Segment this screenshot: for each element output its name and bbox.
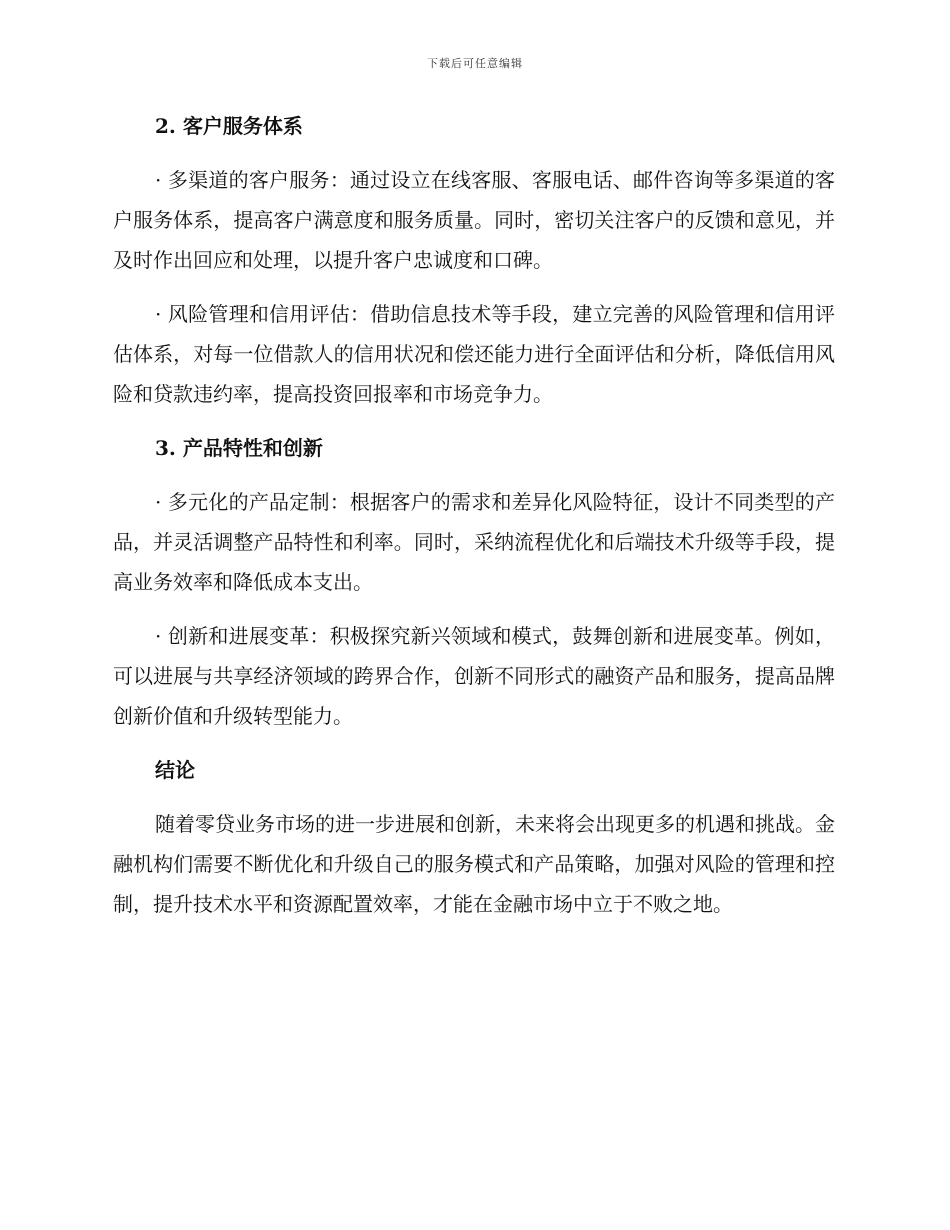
paragraph-conclusion: 随着零贷业务市场的进一步进展和创新，未来将会出现更多的机遇和挑战。金融机构们需要不断优化和升级自己的服务模式和产品策略，加强对风险的管理和控制，提升技术水平和资源配置效率，才能在金融市场中立于不败之地。 (113, 812, 835, 916)
section-heading-product-innovation: 3. 产品特性和创新 (155, 436, 323, 460)
paragraph-risk-management: · 风险管理和信用评估：借助信息技术等手段，建立完善的风险管理和信用评估体系，对每一位借款人的信用状况和偿还能力进行全面评估和分析，降低信用风险和贷款违约率，提高投资回报率和市场竞争力。 (113, 302, 835, 406)
paragraph-multichannel-service: · 多渠道的客户服务：通过设立在线客服、客服电话、邮件咨询等多渠道的客户服务体系，提高客户满意度和服务质量。同时，密切关注客户的反馈和意见，并及时作出回应和处理，以提升客户忠诚度和口碑。 (113, 168, 835, 272)
section-heading-conclusion: 结论 (155, 758, 195, 782)
document-body (113, 106, 835, 938)
section-heading-customer-service: 2. 客户服务体系 (155, 114, 303, 138)
header-note: 下载后可任意编辑 (427, 57, 523, 70)
paragraph-innovation-reform: · 创新和进展变革：积极探究新兴领域和模式，鼓舞创新和进展变革。例如，可以进展与共享经济领域的跨界合作，创新不同形式的融资产品和服务，提高品牌创新价值和升级转型能力。 (113, 624, 835, 728)
paragraph-product-customization: · 多元化的产品定制：根据客户的需求和差异化风险特征，设计不同类型的产品，并灵活调整产品特性和利率。同时，采纳流程优化和后端技术升级等手段，提高业务效率和降低成本支出。 (113, 490, 835, 594)
